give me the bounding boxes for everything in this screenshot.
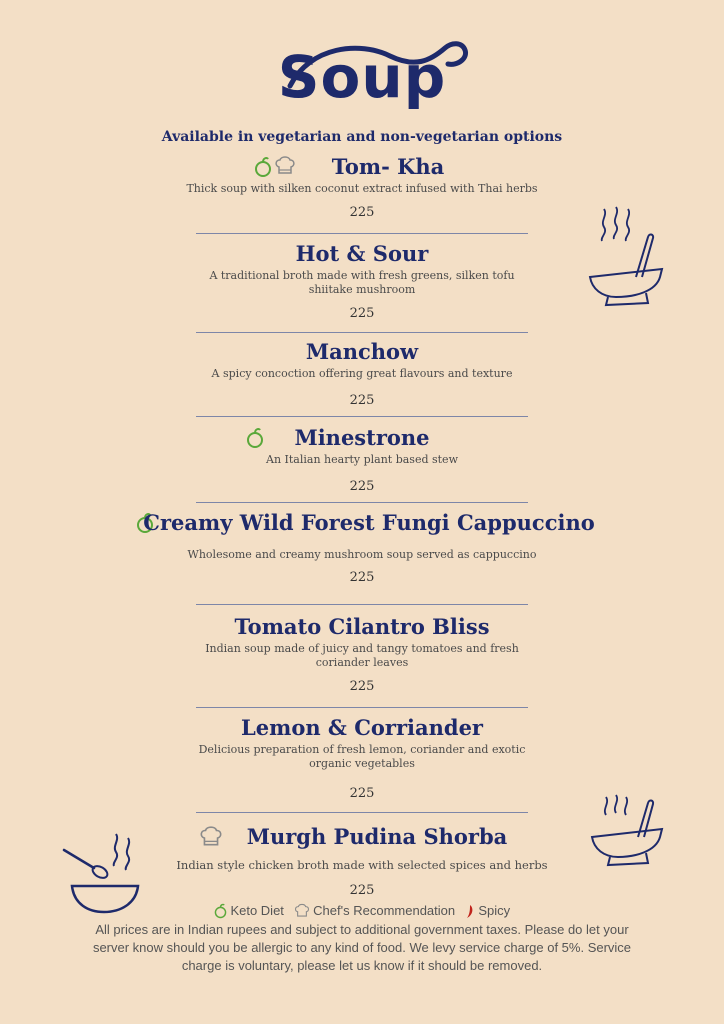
menu-item — [0, 715, 724, 771]
divider — [196, 812, 528, 813]
divider — [196, 416, 528, 417]
item-name: Lemon & Corriander — [240, 715, 483, 740]
legend-keto-label: Keto Diet — [230, 903, 284, 919]
item-name: Manchow — [305, 339, 419, 364]
item-price: 225 — [349, 883, 375, 898]
page-subtitle: Available in vegetarian and non-vegetarian options — [161, 129, 563, 145]
menu-item — [0, 425, 724, 467]
item-price: 225 — [349, 570, 375, 585]
legend-chef-label: Chef's Recommendation — [313, 903, 456, 919]
item-price: 225 — [349, 205, 375, 220]
legend-keto — [214, 902, 284, 919]
item-name: Tomato Cilantro Bliss — [234, 614, 490, 639]
mortar-pestle-icon — [588, 793, 668, 873]
menu-item — [0, 614, 724, 670]
mortar-pestle-icon — [586, 205, 666, 310]
item-name: Tom- Kha — [331, 154, 445, 179]
legend-chef — [294, 902, 456, 919]
legend-spicy — [465, 902, 510, 919]
soup-bowl-spoon-icon — [58, 828, 148, 918]
item-name: Minestrone — [294, 425, 430, 450]
legend-spicy-label: Spicy — [478, 903, 511, 919]
item-name: Creamy Wild Forest Fungi Cappuccino — [143, 510, 595, 535]
chili-icon — [465, 903, 475, 919]
menu-item — [0, 154, 724, 196]
item-description: An Italian hearty plant based stew — [266, 453, 458, 466]
divider — [196, 707, 528, 708]
menu-item — [0, 510, 724, 562]
item-price: 225 — [349, 786, 375, 801]
item-description: Indian soup made of juicy and tangy tomatoes and fresh coriander leaves — [205, 642, 519, 669]
item-price: 225 — [349, 679, 375, 694]
chef-hat-icon — [294, 903, 310, 919]
item-description: Wholesome and creamy mushroom soup served as cappuccino — [187, 548, 537, 561]
item-price: 225 — [349, 479, 375, 494]
disclaimer: All prices are in Indian rupees and subject to additional government taxes. Please do let your server know should you be allergic to any kind of food. We levy service charge of 5%. Service charge is voluntary, please let us know if it should be removed. — [92, 922, 632, 973]
item-price: 225 — [349, 393, 375, 408]
divider — [196, 233, 528, 234]
page-title: Soup — [277, 43, 447, 111]
item-description: Thick soup with silken coconut extract infused with Thai herbs — [186, 182, 538, 195]
item-description: A spicy concoction offering great flavours and texture — [211, 367, 513, 380]
item-name: Hot & Sour — [295, 241, 429, 266]
item-name: Murgh Pudina Shorba — [246, 824, 508, 849]
menu-item — [0, 339, 724, 381]
item-description: Delicious preparation of fresh lemon, coriander and exotic organic vegetables — [198, 743, 526, 770]
divider — [196, 502, 528, 503]
divider — [196, 332, 528, 333]
item-description: A traditional broth made with fresh greens, silken tofu shiitake mushroom — [209, 269, 515, 296]
item-description: Indian style chicken broth made with selected spices and herbs — [176, 858, 548, 872]
keto-icon — [214, 903, 227, 919]
divider — [196, 604, 528, 605]
item-price: 225 — [349, 306, 375, 321]
